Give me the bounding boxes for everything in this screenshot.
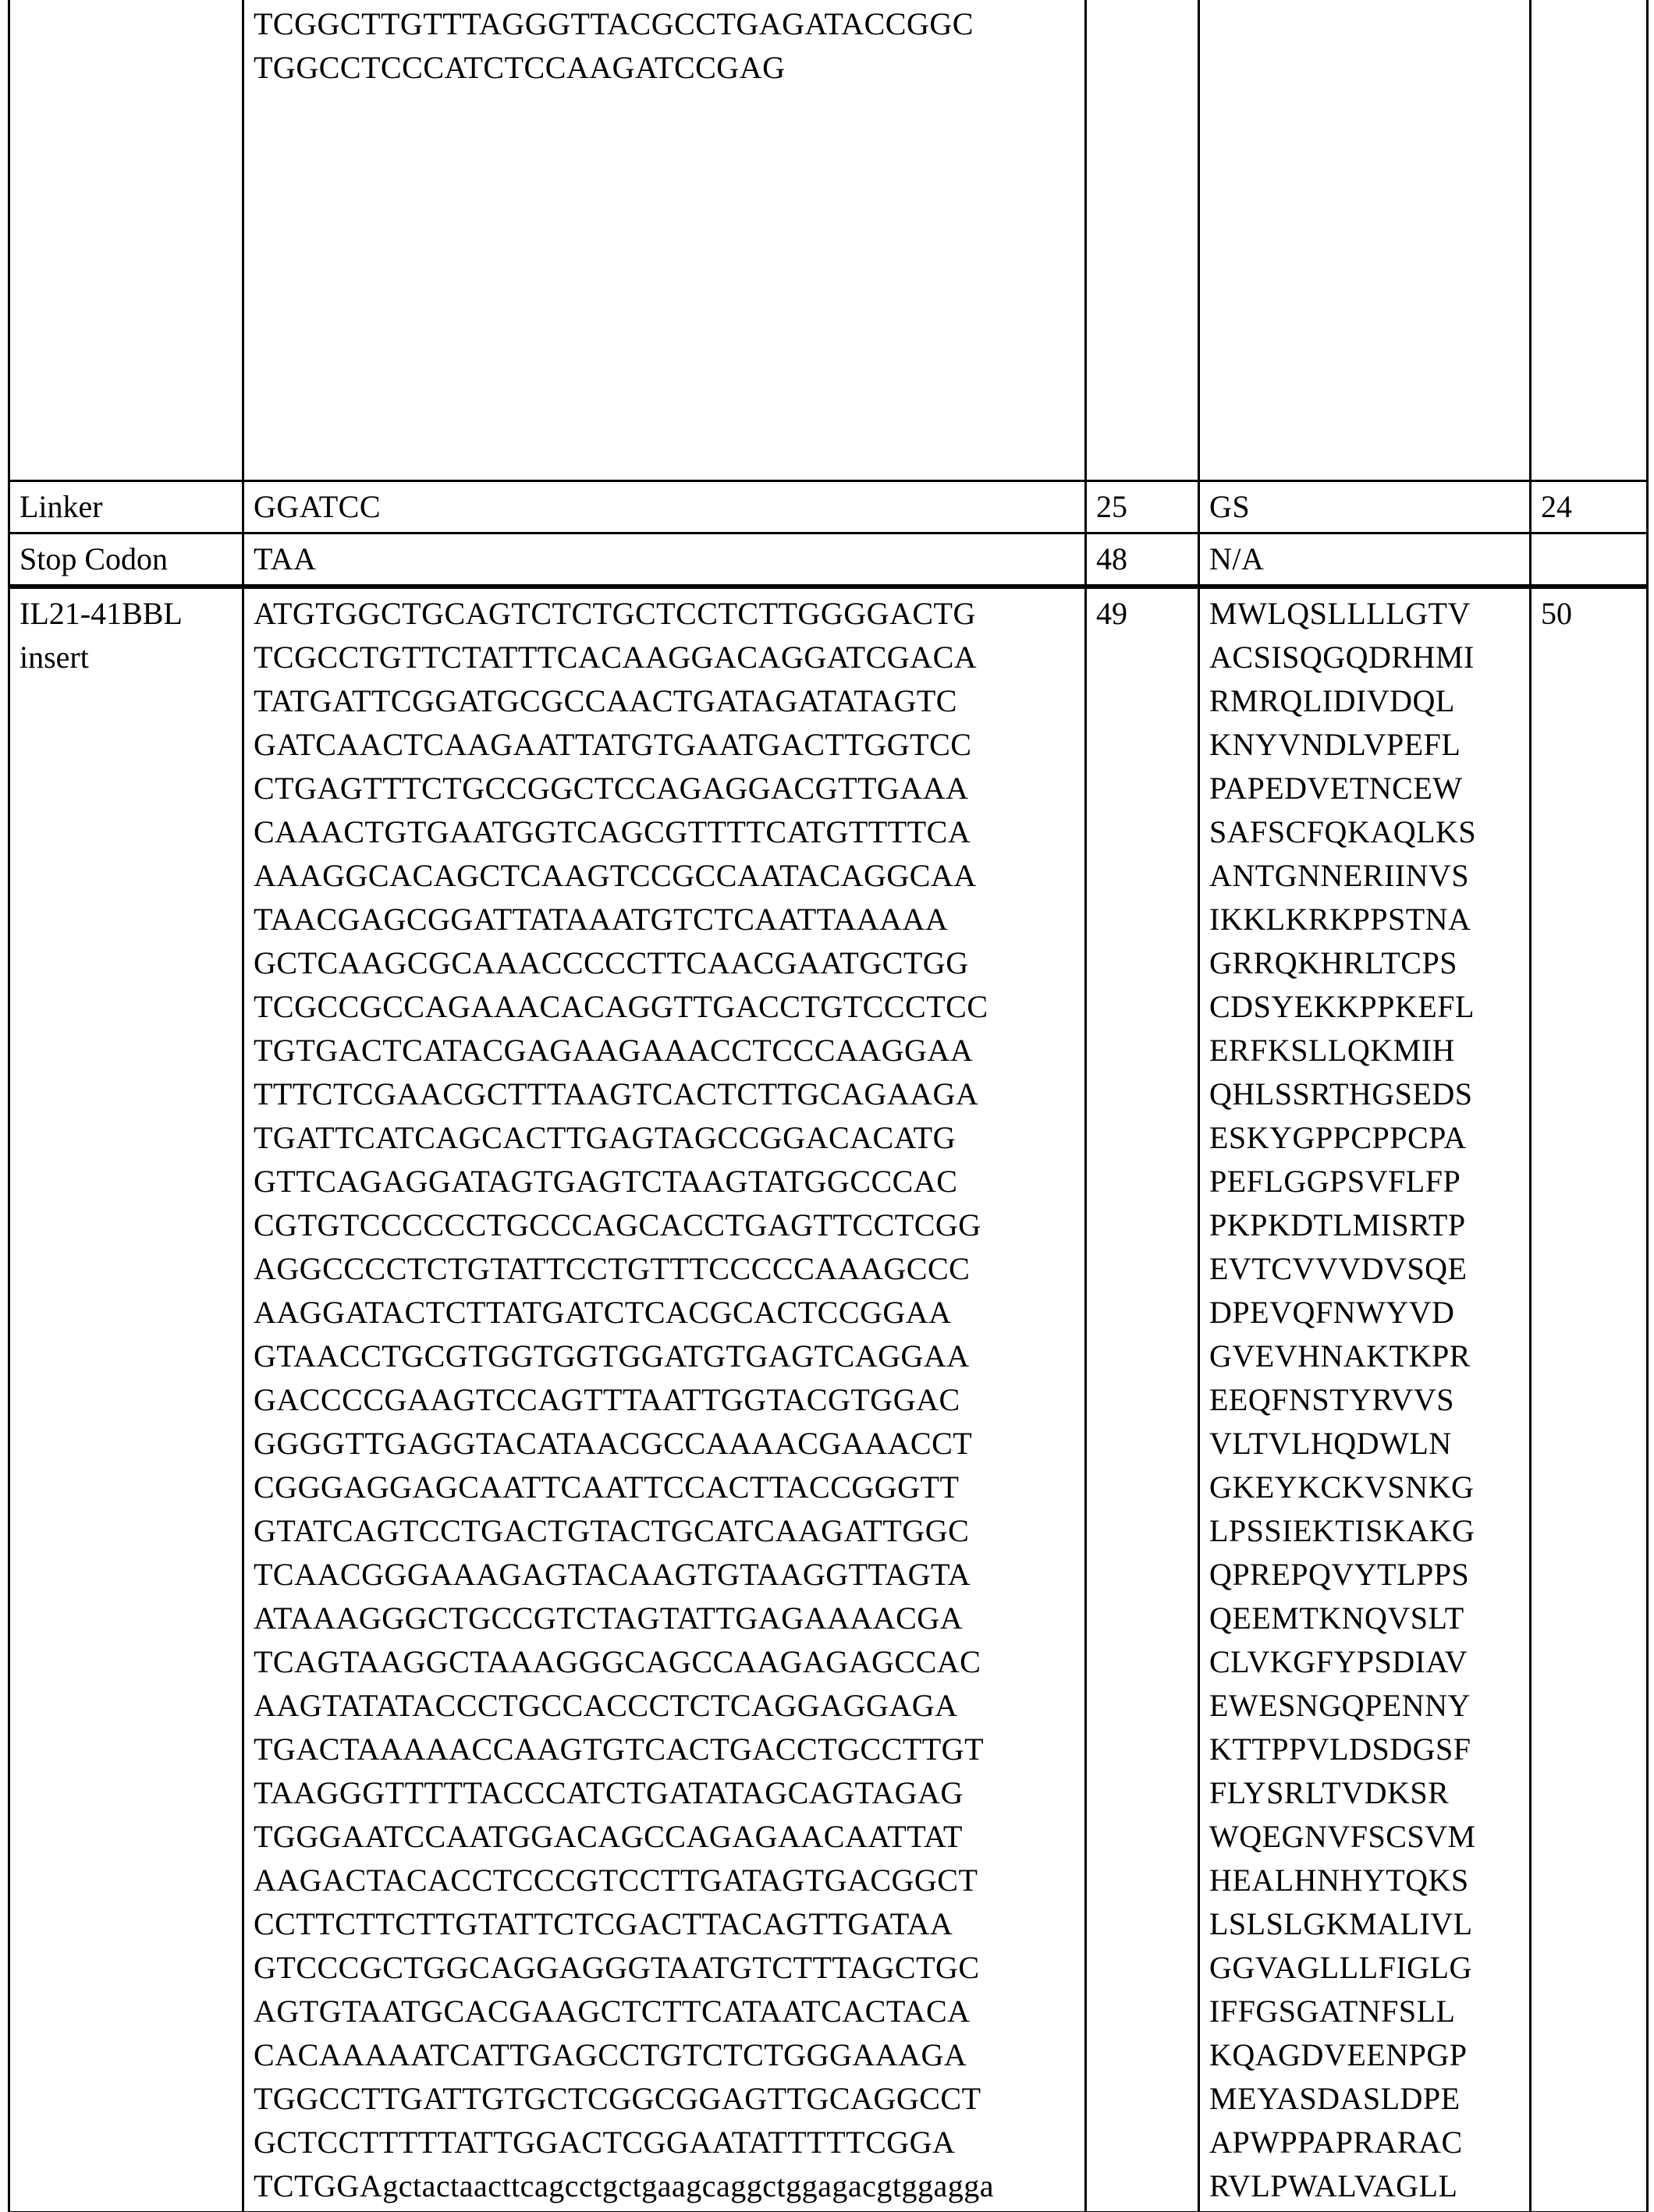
dna-seq-id-cell: 25 [1086, 481, 1199, 534]
dna-seq-id-cell: 48 [1086, 534, 1199, 587]
feature-name-cell: Linker [9, 481, 243, 534]
protein-seq-id-cell [1531, 0, 1648, 481]
feature-name-cell [9, 0, 243, 481]
table-row-continuation [9, 0, 1648, 481]
dna-seq-id-cell [1086, 0, 1199, 481]
dna-sequence-cell: TCGGCTTGTTTAGGGTTACGCCTGAGATACCGGC TGGCCTCCCATCTCCAAGATCCGAG [243, 0, 1086, 481]
dna-sequence-cell: TAA [243, 534, 1086, 587]
protein-seq-id-cell: 50 [1531, 587, 1648, 2212]
dna-sequence-cell: ATGTGGCTGCAGTCTCTGCTCCTCTTGGGGACTG TCGCCTGTTCTATTTCACAAGGACAGGATCGACA TATGATTCGGATGCGCCAACTGATAGATATAGTC GATCAACTCAAGAATTATGTGAATGACTTGGTCC CTGAGTTTCTGCCGGCTCCAGAGGACGTTGAAA CAAACTGTGAATGGTCAGCGTTTTCATGTTTTCA AAAGGCACAGCTCAAGTCCGCCAATACAGGCAA TAACGAGCGGATTATAAATGTCTCAATTAAAAA GCTCAAGCGCAAACCCCCTTCAACGAATGCTGG TCGCCGCCAGAAACACAGGTTGACCTGTCCCTCC TGTGACTCATACGAGAAGAAACCTCCCAAGGAA TTTCTCGAACGCTTTAAGTCACTCTTGCAGAAGA TGATTCATCAGCACTTGAGTAGCCGGACACATG GTTCAGAGGATAGTGAGTCTAAGTATGGCCCAC CGTGTCCCCCCTGCCCAGCACCTGAGTTCCTCGG AGGCCCCTCTGTATTCCTGTTTCCCCCAAAGCCC AAGGATACTCTTATGATCTCACGCACTCCGGAA GTAACCTGCGTGGTGGTGGATGTGAGTCAGGAA GACCCCGAAGTCCAGTTTAATTGGTACGTGGAC GGGGTTGAGGTACATAACGCCAAAACGAAACCT CGGGAGGAGCAATTCAATTCCACTTACCGGGTT GTATCAGTCCTGACTGTACTGCATCAAGATTGGC TCAACGGGAAAGAGTACAAGTGTAAGGTTAGTA ATAAAGGGCTGCCGTCTAGTATTGAGAAAACGA TCAGTAAGGCTAAAGGGCAGCCAAGAGAGCCAC AAGTATATACCCTGCCACCCTCTCAGGAGGAGA TGACTAAAAACCAAGTGTCACTGACCTGCCTTGT TAAGGGTTTTTACCCATCTGATATAGCAGTAGAG TGGGAATCCAATGGACAGCCAGAGAACAATTAT AAGACTACACCTCCCGTCCTTGATAGTGACGGCT CCTTCTTCTTGTATTCTCGACTTACAGTTGATAA GTCCCGCTGGCAGGAGGGTAATGTCTTTAGCTGC AGTGTAATGCACGAAGCTCTTCATAATCACTACA CACAAAAATCATTGAGCCTGTCTCTGGGAAAGA TGGCCTTGATTGTGCTCGGCGGAGTTGCAGGCCT GCTCCTTTTTATTGGACTCGGAATATTTTTCGGA TCTGGAgctactaacttcagcctgctgaagcaggctggagacgtggagga [243, 587, 1086, 2212]
table-row-stop-codon [9, 534, 1648, 587]
table-row-il21-41bbl-insert [9, 587, 1648, 2212]
feature-name-cell: Stop Codon [9, 534, 243, 587]
dna-seq-id-cell: 49 [1086, 587, 1199, 2212]
protein-seq-id-cell [1531, 534, 1648, 587]
feature-name-cell: IL21-41BBL insert [9, 587, 243, 2212]
sequence-table [8, 0, 1649, 2212]
table-row-linker [9, 481, 1648, 534]
protein-sequence-cell: MWLQSLLLLGTV ACSISQGQDRHMI RMRQLIDIVDQL KNYVNDLVPEFL PAPEDVETNCEW SAFSCFQKAQLKS ANTGNNERIINVS IKKLKRKPPSTNA GRRQKHRLTCPS CDSYEKKPPKEFL ERFKSLLQKMIH QHLSSRTHGSEDS ESKYGPPCPPCPA PEFLGGPSVFLFP PKPKDTLMISRTP EVTCVVVDVSQE DPEVQFNWYVD GVEVHNAKTKPR EEQFNSTYRVVS VLTVLHQDWLN GKEYKCKVSNKG LPSSIEKTISKAKG QPREPQVYTLPPS QEEMTKNQVSLT CLVKGFYPSDIAV EWESNGQPENNY KTTPPVLDSDGSF FLYSRLTVDKSR WQEGNVFSCSVM HEALHNHYTQKS LSLSLGKMALIVL GGVAGLLLFIGLG IFFGSGATNFSLL KQAGDVEENPGP MEYASDASLDPE APWPPAPRARAC RVLPWALVAGLL [1199, 587, 1531, 2212]
protein-seq-id-cell: 24 [1531, 481, 1648, 534]
protein-sequence-cell: GS [1199, 481, 1531, 534]
dna-sequence-cell: GGATCC [243, 481, 1086, 534]
protein-sequence-cell: N/A [1199, 534, 1531, 587]
protein-sequence-cell [1199, 0, 1531, 481]
